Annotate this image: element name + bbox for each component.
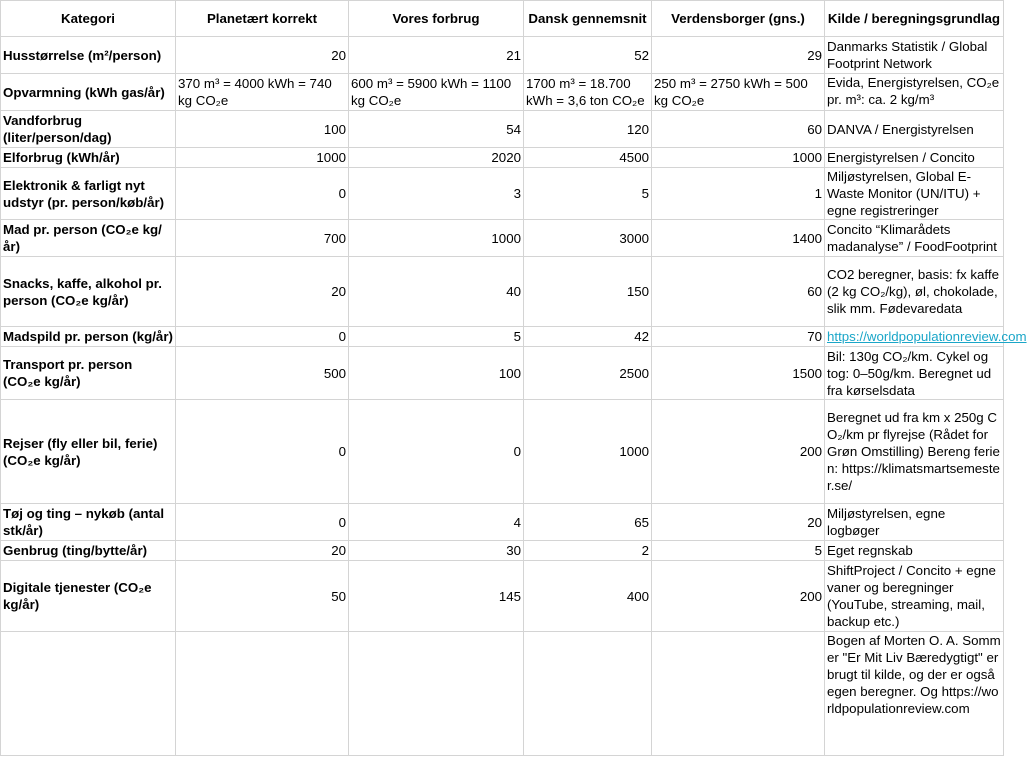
- cell-ours[interactable]: 4: [349, 504, 524, 541]
- cell-category[interactable]: Vandforbrug (liter/person/dag): [1, 111, 176, 148]
- cell-source[interactable]: DANVA / Energistyrelsen: [825, 111, 1004, 148]
- header-vores-forbrug[interactable]: Vores forbrug: [349, 1, 524, 37]
- cell-ours[interactable]: 145: [349, 561, 524, 632]
- header-row: [1, 1, 1004, 37]
- table-row: [1, 347, 1004, 400]
- cell-source[interactable]: Danmarks Statistik / Global Footprint Network: [825, 37, 1004, 74]
- cell-planetary[interactable]: 0: [176, 327, 349, 347]
- cell-ours[interactable]: 54: [349, 111, 524, 148]
- cell-source[interactable]: Bil: 130g CO₂/km. Cykel og tog: 0–50g/km. Beregnet ud fra kørselsdata: [825, 347, 1004, 400]
- cell-category[interactable]: Snacks, kaffe, alkohol pr. person (CO₂e kg/år): [1, 257, 176, 327]
- cell-category[interactable]: Tøj og ting – nykøb (antal stk/år): [1, 504, 176, 541]
- cell-danish-avg[interactable]: 52: [524, 37, 652, 74]
- cell-source[interactable]: Concito “Klimarådets madanalyse” / FoodFootprint: [825, 220, 1004, 257]
- cell-planetary[interactable]: 370 m³ = 4000 kWh = 740 kg CO₂e: [176, 74, 349, 111]
- cell-source[interactable]: ShiftProject / Concito + egne vaner og beregninger (YouTube, streaming, mail, backup etc.): [825, 561, 1004, 632]
- cell-source[interactable]: Miljøstyrelsen, Global E-Waste Monitor (UN/ITU) + egne registreringer: [825, 168, 1004, 220]
- cell-planetary[interactable]: 0: [176, 168, 349, 220]
- header-dansk-gennemsnit[interactable]: Dansk gennemsnit: [524, 1, 652, 37]
- table-row: [1, 504, 1004, 541]
- cell-source[interactable]: Miljøstyrelsen, egne logbøger: [825, 504, 1004, 541]
- cell-planetary[interactable]: 20: [176, 257, 349, 327]
- table-row: [1, 74, 1004, 111]
- table-row: [1, 168, 1004, 220]
- cell-ours[interactable]: 100: [349, 347, 524, 400]
- table-row: [1, 148, 1004, 168]
- cell-source-link[interactable]: [825, 327, 1027, 347]
- source-link[interactable]: https://worldpopulationreview.com: [827, 329, 1027, 344]
- cell-danish-avg[interactable]: [524, 632, 652, 756]
- cell-category[interactable]: Opvarmning (kWh gas/år): [1, 74, 176, 111]
- header-kategori[interactable]: Kategori: [1, 1, 176, 37]
- cell-ours[interactable]: [349, 632, 524, 756]
- cell-category[interactable]: Elforbrug (kWh/år): [1, 148, 176, 168]
- cell-planetary[interactable]: 20: [176, 541, 349, 561]
- cell-danish-avg[interactable]: 150: [524, 257, 652, 327]
- cell-danish-avg[interactable]: 5: [524, 168, 652, 220]
- table-row: [1, 111, 1004, 148]
- cell-category[interactable]: Mad pr. person (CO₂e kg/år): [1, 220, 176, 257]
- cell-source[interactable]: Eget regnskab: [825, 541, 1004, 561]
- cell-planetary[interactable]: 50: [176, 561, 349, 632]
- cell-world-avg[interactable]: 29: [652, 37, 825, 74]
- cell-world-avg[interactable]: 70: [652, 327, 825, 347]
- header-verdensborger[interactable]: Verdensborger (gns.): [652, 1, 825, 37]
- cell-world-avg[interactable]: 200: [652, 561, 825, 632]
- cell-world-avg[interactable]: 1400: [652, 220, 825, 257]
- cell-category[interactable]: Elektronik & farligt nyt udstyr (pr. person/køb/år): [1, 168, 176, 220]
- cell-ours[interactable]: 21: [349, 37, 524, 74]
- cell-world-avg[interactable]: 200: [652, 400, 825, 504]
- table-row: [1, 220, 1004, 257]
- cell-category[interactable]: Digitale tjenester (CO₂e kg/år): [1, 561, 176, 632]
- cell-danish-avg[interactable]: 1700 m³ = 18.700 kWh = 3,6 ton CO₂e: [524, 74, 652, 111]
- cell-category[interactable]: Husstørrelse (m²/person): [1, 37, 176, 74]
- cell-category[interactable]: Madspild pr. person (kg/år): [1, 327, 176, 347]
- cell-danish-avg[interactable]: 120: [524, 111, 652, 148]
- header-kilde[interactable]: Kilde / beregningsgrundlag: [825, 1, 1004, 37]
- cell-world-avg[interactable]: 20: [652, 504, 825, 541]
- cell-world-avg[interactable]: 1: [652, 168, 825, 220]
- table-row: [1, 541, 1004, 561]
- cell-source[interactable]: Energistyrelsen / Concito: [825, 148, 1004, 168]
- cell-source[interactable]: CO2 beregner, basis: fx kaffe (2 kg CO₂/kg), øl, chokolade, slik mm. Fødevaredata: [825, 257, 1004, 327]
- cell-planetary[interactable]: [176, 632, 349, 756]
- cell-ours[interactable]: 2020: [349, 148, 524, 168]
- cell-ours[interactable]: 1000: [349, 220, 524, 257]
- cell-planetary[interactable]: 20: [176, 37, 349, 74]
- cell-world-avg[interactable]: 60: [652, 257, 825, 327]
- cell-danish-avg[interactable]: 1000: [524, 400, 652, 504]
- cell-danish-avg[interactable]: 400: [524, 561, 652, 632]
- cell-danish-avg[interactable]: 65: [524, 504, 652, 541]
- cell-world-avg[interactable]: 60: [652, 111, 825, 148]
- cell-category[interactable]: Rejser (fly eller bil, ferie) (CO₂e kg/år): [1, 400, 176, 504]
- cell-source[interactable]: Beregnet ud fra km x 250g CO₂/km pr flyrejse (Rådet for Grøn Omstilling) Bereng ferien: https://klimatsmartsemester.se/: [825, 400, 1004, 504]
- header-planetaert-korrekt[interactable]: Planetært korrekt: [176, 1, 349, 37]
- table-row: [1, 400, 1004, 504]
- cell-danish-avg[interactable]: 42: [524, 327, 652, 347]
- cell-planetary[interactable]: 700: [176, 220, 349, 257]
- cell-ours[interactable]: 3: [349, 168, 524, 220]
- table-row: [1, 327, 1004, 347]
- cell-source[interactable]: Evida, Energistyrelsen, CO₂e pr. m³: ca. 2 kg/m³: [825, 74, 1004, 111]
- cell-planetary[interactable]: 1000: [176, 148, 349, 168]
- cell-category[interactable]: Genbrug (ting/bytte/år): [1, 541, 176, 561]
- cell-world-avg[interactable]: 250 m³ = 2750 kWh = 500 kg CO₂e: [652, 74, 825, 111]
- cell-world-avg[interactable]: 5: [652, 541, 825, 561]
- cell-danish-avg[interactable]: 4500: [524, 148, 652, 168]
- cell-danish-avg[interactable]: 2: [524, 541, 652, 561]
- cell-world-avg[interactable]: 1500: [652, 347, 825, 400]
- cell-category[interactable]: [1, 632, 176, 756]
- cell-ours[interactable]: 40: [349, 257, 524, 327]
- cell-danish-avg[interactable]: 2500: [524, 347, 652, 400]
- cell-category[interactable]: Transport pr. person (CO₂e kg/år): [1, 347, 176, 400]
- cell-planetary[interactable]: 0: [176, 504, 349, 541]
- cell-ours[interactable]: 600 m³ = 5900 kWh = 1100 kg CO₂e: [349, 74, 524, 111]
- cell-danish-avg[interactable]: 3000: [524, 220, 652, 257]
- cell-world-avg[interactable]: [652, 632, 825, 756]
- table-row: [1, 257, 1004, 327]
- table-row: [1, 37, 1004, 74]
- cell-ours[interactable]: 30: [349, 541, 524, 561]
- cell-source[interactable]: Bogen af Morten O. A. Sommer "Er Mit Liv Bæredygtigt" er brugt til kilde, og der er også egen beregner. Og https://worldpopulationreview.com: [825, 632, 1004, 756]
- table-row: [1, 632, 1004, 756]
- table-row: [1, 561, 1004, 632]
- cell-world-avg[interactable]: 1000: [652, 148, 825, 168]
- cell-ours[interactable]: 0: [349, 400, 524, 504]
- cell-planetary[interactable]: 100: [176, 111, 349, 148]
- cell-planetary[interactable]: 0: [176, 400, 349, 504]
- cell-ours[interactable]: 5: [349, 327, 524, 347]
- cell-planetary[interactable]: 500: [176, 347, 349, 400]
